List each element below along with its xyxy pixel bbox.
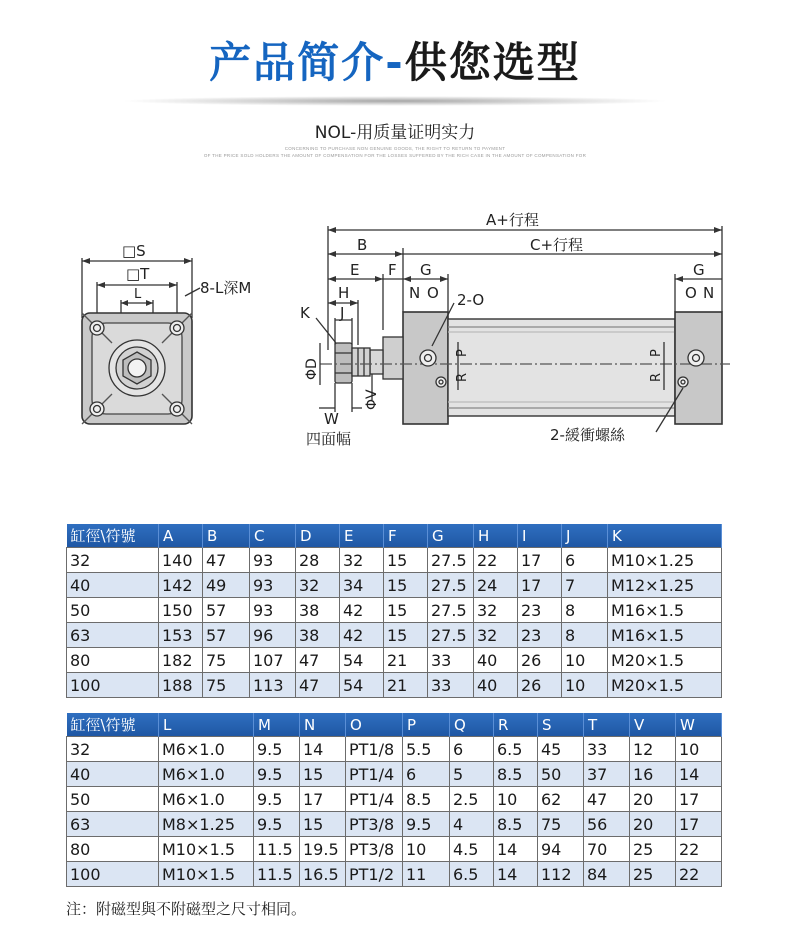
- table-cell: 26: [518, 648, 562, 673]
- column-header: A: [159, 524, 203, 548]
- column-header: G: [428, 524, 474, 548]
- column-header: D: [296, 524, 340, 548]
- column-header: T: [584, 713, 630, 737]
- dim-j: J: [340, 304, 345, 322]
- table-cell: M6×1.0: [159, 737, 254, 762]
- table-cell: 20: [630, 812, 676, 837]
- table-cell: 2.5: [450, 787, 494, 812]
- column-header: W: [676, 713, 722, 737]
- table-cell: 9.5: [254, 737, 300, 762]
- table-cell: M16×1.5: [608, 598, 722, 623]
- table-row: [67, 737, 722, 762]
- table-cell: 84: [584, 862, 630, 887]
- table-cell: 22: [676, 837, 722, 862]
- table-cell: 25: [630, 837, 676, 862]
- column-header: H: [474, 524, 518, 548]
- table-cell: 54: [340, 648, 384, 673]
- table-cell: 40: [474, 673, 518, 698]
- table-cell: 28: [296, 548, 340, 573]
- table-cell: M10×1.5: [159, 862, 254, 887]
- table-cell: 54: [340, 673, 384, 698]
- table-header-row: [67, 713, 722, 737]
- table-cell: 9.5: [254, 762, 300, 787]
- column-header: O: [346, 713, 403, 737]
- table-cell: 63: [67, 623, 159, 648]
- table-cell: 9.5: [403, 812, 450, 837]
- dim-p-left: P: [455, 349, 470, 357]
- table-cell: 19.5: [300, 837, 346, 862]
- column-header: 缸徑\符號: [67, 713, 159, 737]
- table-cell: 26: [518, 673, 562, 698]
- table-row: [67, 673, 722, 698]
- table-cell: 27.5: [428, 623, 474, 648]
- table-cell: PT1/8: [346, 737, 403, 762]
- table-cell: 47: [584, 787, 630, 812]
- table-row: [67, 548, 722, 573]
- table-cell: 182: [159, 648, 203, 673]
- table-cell: 11: [403, 862, 450, 887]
- table-cell: PT1/2: [346, 862, 403, 887]
- table-cell: PT3/8: [346, 837, 403, 862]
- table-cell: 96: [250, 623, 296, 648]
- table-cell: 15: [384, 623, 428, 648]
- table-cell: 112: [538, 862, 584, 887]
- table-cell: 153: [159, 623, 203, 648]
- table-row: [67, 862, 722, 887]
- table-cell: 32: [296, 573, 340, 598]
- table-cell: 107: [250, 648, 296, 673]
- column-header: B: [203, 524, 250, 548]
- table-cell: 33: [584, 737, 630, 762]
- table-cell: 93: [250, 573, 296, 598]
- table-cell: 38: [296, 623, 340, 648]
- column-header: K: [608, 524, 722, 548]
- dim-f: F: [388, 261, 397, 279]
- table-cell: 23: [518, 598, 562, 623]
- table-cell: 42: [340, 623, 384, 648]
- table-cell: 27.5: [428, 598, 474, 623]
- table-cell: 14: [676, 762, 722, 787]
- label-l: L: [134, 287, 142, 302]
- table-cell: M16×1.5: [608, 623, 722, 648]
- table-cell: 49: [203, 573, 250, 598]
- table-cell: 15: [384, 548, 428, 573]
- dim-r-left: R: [455, 372, 470, 382]
- table-cell: 14: [300, 737, 346, 762]
- table-cell: PT1/4: [346, 762, 403, 787]
- label-s: □S: [122, 242, 146, 260]
- table-cell: 16: [630, 762, 676, 787]
- table-cell: 140: [159, 548, 203, 573]
- column-header: M: [254, 713, 300, 737]
- table-cell: M20×1.5: [608, 673, 722, 698]
- column-header: N: [300, 713, 346, 737]
- table-cell: M10×1.5: [159, 837, 254, 862]
- table-cell: PT3/8: [346, 812, 403, 837]
- table-cell: 17: [518, 573, 562, 598]
- table-cell: 94: [538, 837, 584, 862]
- table-cell: 80: [67, 648, 159, 673]
- table-cell: M8×1.25: [159, 812, 254, 837]
- table-cell: 80: [67, 837, 159, 862]
- table-row: [67, 648, 722, 673]
- table-cell: 93: [250, 548, 296, 573]
- column-header: E: [340, 524, 384, 548]
- table-cell: 12: [630, 737, 676, 762]
- dim-w-note: 四面幅: [306, 430, 352, 448]
- table-cell: 17: [518, 548, 562, 573]
- page-title: [0, 30, 790, 90]
- table-cell: 38: [296, 598, 340, 623]
- table-cell: 8.5: [494, 812, 538, 837]
- table-cell: 100: [67, 673, 159, 698]
- column-header: 缸徑\符號: [67, 524, 159, 548]
- table-cell: 17: [676, 787, 722, 812]
- dim-o-left: O: [427, 284, 439, 302]
- table-cell: 50: [538, 762, 584, 787]
- fine-print-1: CONCERNING TO PURCHASE NON GENUINE GOODS, THE RIGHT TO RETURN TO PAYMENT: [284, 146, 506, 151]
- table-cell: 9.5: [254, 812, 300, 837]
- table-cell: 4.5: [450, 837, 494, 862]
- table-cell: 57: [203, 598, 250, 623]
- table-cell: 11.5: [254, 862, 300, 887]
- table-cell: 24: [474, 573, 518, 598]
- table-cell: 56: [584, 812, 630, 837]
- table-cell: 15: [384, 598, 428, 623]
- table-cell: 32: [67, 737, 159, 762]
- column-header: I: [518, 524, 562, 548]
- technical-drawing: [0, 200, 790, 460]
- table-cell: 32: [474, 623, 518, 648]
- table-cell: 14: [494, 862, 538, 887]
- label-t: □T: [126, 265, 150, 283]
- table-cell: 6: [450, 737, 494, 762]
- table-cell: 6.5: [494, 737, 538, 762]
- dim-port: 2-O: [457, 291, 485, 309]
- table-cell: 10: [562, 673, 608, 698]
- table-cell: M6×1.0: [159, 762, 254, 787]
- dim-n-right: N: [703, 284, 715, 302]
- dim-cushion: 2-緩衝螺絲: [550, 426, 625, 444]
- table-cell: 9.5: [254, 787, 300, 812]
- dim-o-right: O: [685, 284, 697, 302]
- column-header: V: [630, 713, 676, 737]
- table-cell: 10: [494, 787, 538, 812]
- table-cell: 22: [676, 862, 722, 887]
- table-cell: M10×1.25: [608, 548, 722, 573]
- table-cell: 47: [203, 548, 250, 573]
- table-cell: 8: [562, 598, 608, 623]
- table-row: [67, 837, 722, 862]
- table-row: [67, 812, 722, 837]
- table-cell: 5: [450, 762, 494, 787]
- table-cell: 21: [384, 673, 428, 698]
- table-cell: 23: [518, 623, 562, 648]
- dim-v: ΦV: [364, 389, 380, 410]
- table-cell: 63: [67, 812, 159, 837]
- dim-b: B: [357, 236, 368, 254]
- table-cell: 11.5: [254, 837, 300, 862]
- table-cell: 34: [340, 573, 384, 598]
- table-cell: 42: [340, 598, 384, 623]
- fine-print-2: OF THE PRICE SOLD HOLDERS THE AMOUNT OF COMPENSATION FOR THE LOSSES SUFFERED BY THE RICH CASE IN THE AMOUNT OF COMPENSATION FOR: [203, 153, 587, 158]
- table-cell: M6×1.0: [159, 787, 254, 812]
- table-cell: 10: [562, 648, 608, 673]
- column-header: Q: [450, 713, 494, 737]
- table-cell: 50: [67, 598, 159, 623]
- dim-d: ΦD: [304, 358, 320, 380]
- table-row: [67, 598, 722, 623]
- table-row: [67, 573, 722, 598]
- table-cell: 8.5: [494, 762, 538, 787]
- table-cell: 75: [203, 648, 250, 673]
- table-cell: M12×1.25: [608, 573, 722, 598]
- dim-e: E: [350, 261, 360, 279]
- table-cell: 8: [562, 623, 608, 648]
- table-cell: 45: [538, 737, 584, 762]
- table-cell: 75: [203, 673, 250, 698]
- table-row: [67, 623, 722, 648]
- table-header-row: [67, 524, 722, 548]
- column-header: P: [403, 713, 450, 737]
- table-cell: 6.5: [450, 862, 494, 887]
- table-cell: PT1/4: [346, 787, 403, 812]
- column-header: L: [159, 713, 254, 737]
- title-part-1: 产品简介-: [209, 38, 405, 87]
- table-cell: 33: [428, 648, 474, 673]
- footnote: 注：附磁型與不附磁型之尺寸相同。: [66, 900, 307, 918]
- dim-n-left: N: [409, 284, 421, 302]
- table-cell: 17: [300, 787, 346, 812]
- table-cell: 32: [474, 598, 518, 623]
- column-header: J: [562, 524, 608, 548]
- table-cell: 70: [584, 837, 630, 862]
- column-header: R: [494, 713, 538, 737]
- dim-a: A+行程: [486, 211, 539, 229]
- table-cell: 22: [474, 548, 518, 573]
- table-cell: 32: [340, 548, 384, 573]
- table-cell: 40: [67, 573, 159, 598]
- table-cell: 40: [474, 648, 518, 673]
- spec-table-1: [66, 524, 722, 698]
- table-cell: 75: [538, 812, 584, 837]
- table-cell: 7: [562, 573, 608, 598]
- table-cell: 47: [296, 673, 340, 698]
- table-cell: 6: [403, 762, 450, 787]
- table-cell: 10: [676, 737, 722, 762]
- column-header: C: [250, 524, 296, 548]
- table-cell: 32: [67, 548, 159, 573]
- table-cell: 14: [494, 837, 538, 862]
- dim-w: W: [324, 410, 339, 428]
- table-cell: 21: [384, 648, 428, 673]
- table-cell: 113: [250, 673, 296, 698]
- title-shadow: [120, 96, 670, 106]
- table-cell: 100: [67, 862, 159, 887]
- table-cell: 8.5: [403, 787, 450, 812]
- table-cell: 93: [250, 598, 296, 623]
- dim-r-right: R: [649, 372, 664, 382]
- table-cell: 6: [562, 548, 608, 573]
- table-cell: 27.5: [428, 548, 474, 573]
- column-header: F: [384, 524, 428, 548]
- table-cell: 62: [538, 787, 584, 812]
- dim-g-left: G: [420, 261, 432, 279]
- column-header: S: [538, 713, 584, 737]
- subtitle: NOL-用质量证明实力: [314, 123, 476, 143]
- table-cell: 25: [630, 862, 676, 887]
- table-cell: 50: [67, 787, 159, 812]
- title-part-2: 供您选型: [404, 38, 581, 87]
- table-cell: 142: [159, 573, 203, 598]
- table-cell: 33: [428, 673, 474, 698]
- table-cell: 16.5: [300, 862, 346, 887]
- table-cell: 40: [67, 762, 159, 787]
- table-cell: 4: [450, 812, 494, 837]
- table-cell: 15: [300, 762, 346, 787]
- table-row: [67, 787, 722, 812]
- table-cell: 57: [203, 623, 250, 648]
- table-cell: M20×1.5: [608, 648, 722, 673]
- table-cell: 5.5: [403, 737, 450, 762]
- table-cell: 17: [676, 812, 722, 837]
- label-m: 8-L深M: [200, 279, 252, 297]
- table-cell: 188: [159, 673, 203, 698]
- table-cell: 15: [300, 812, 346, 837]
- dim-p-right: P: [649, 349, 664, 357]
- table-cell: 15: [384, 573, 428, 598]
- table-cell: 10: [403, 837, 450, 862]
- table-cell: 47: [296, 648, 340, 673]
- table-cell: 20: [630, 787, 676, 812]
- spec-table-2: [66, 713, 722, 887]
- dim-c: C+行程: [530, 236, 584, 254]
- dim-g-right: G: [693, 261, 705, 279]
- dim-h: H: [338, 284, 350, 302]
- table-row: [67, 762, 722, 787]
- dim-k: K: [300, 304, 310, 322]
- table-cell: 27.5: [428, 573, 474, 598]
- table-cell: 37: [584, 762, 630, 787]
- table-cell: 150: [159, 598, 203, 623]
